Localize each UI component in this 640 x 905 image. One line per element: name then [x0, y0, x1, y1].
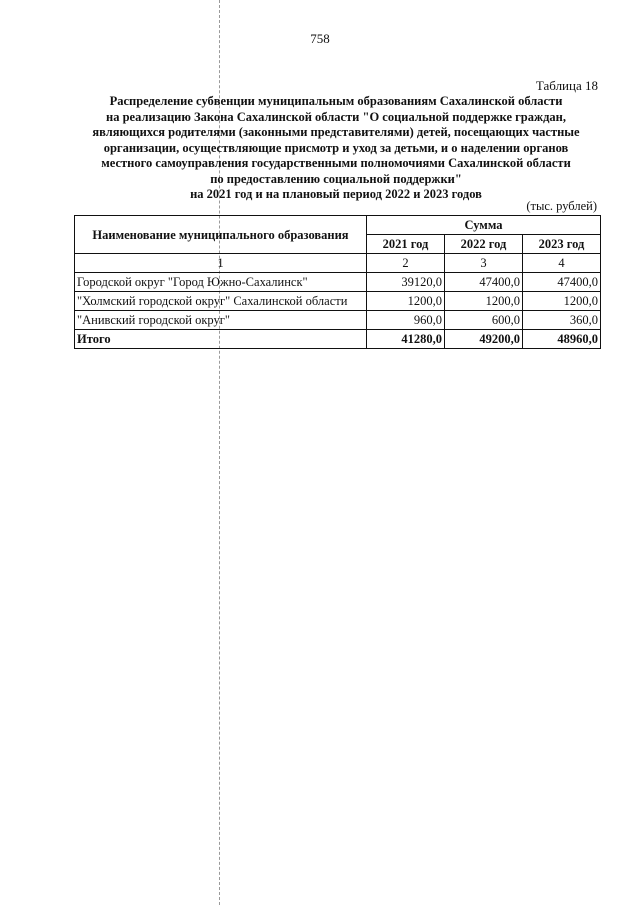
total-2023: 48960,0: [523, 330, 601, 349]
municipality-name: "Анивский городской округ": [75, 311, 367, 330]
sum-column-header: Сумма: [367, 216, 601, 235]
year-header-2023: 2023 год: [523, 235, 601, 254]
year-header-2022: 2022 год: [445, 235, 523, 254]
index-cell: 2: [367, 254, 445, 273]
value-2022: 1200,0: [445, 292, 523, 311]
total-label: Итого: [75, 330, 367, 349]
units-note: (тыс. рублей): [526, 199, 597, 213]
index-cell: 3: [445, 254, 523, 273]
title-line: по предоставлению социальной поддержки": [210, 171, 462, 186]
title-line: на 2021 год и на плановый период 2022 и 2023 годов: [190, 187, 482, 201]
title-line: Распределение субвенции муниципальным образованиям Сахалинской области: [109, 94, 563, 108]
municipality-name: Городской округ "Город Южно-Сахалинск": [75, 273, 367, 292]
title-line: на реализацию Закона Сахалинской области "О социальной поддержке граждан,: [106, 109, 566, 124]
table-row: [75, 273, 601, 292]
total-row: [75, 330, 601, 349]
title-line: местного самоуправления государственными полномочиями Сахалинской области: [101, 156, 571, 170]
total-2022: 49200,0: [445, 330, 523, 349]
document-title: [72, 94, 600, 203]
value-2021: 1200,0: [367, 292, 445, 311]
table-label: Таблица 18: [535, 78, 598, 93]
year-header-2021: 2021 год: [367, 235, 445, 254]
title-line: организации, осуществляющие присмотр и уход за детьми, и о наделении органов: [103, 140, 569, 155]
total-2021: 41280,0: [367, 330, 445, 349]
value-2022: 600,0: [445, 311, 523, 330]
value-2023: 47400,0: [523, 273, 601, 292]
index-row: [75, 254, 601, 273]
value-2021: 39120,0: [367, 273, 445, 292]
municipality-name: "Холмский городской округ" Сахалинской области: [75, 292, 367, 311]
name-column-header: Наименование муниципального образования: [75, 216, 367, 254]
value-2023: 1200,0: [523, 292, 601, 311]
table-row: [75, 292, 601, 311]
value-2022: 47400,0: [445, 273, 523, 292]
value-2023: 360,0: [523, 311, 601, 330]
index-cell: 1: [75, 254, 367, 273]
index-cell: 4: [523, 254, 601, 273]
page-number: 758: [310, 31, 330, 46]
subvention-table: [74, 215, 601, 349]
title-line: являющихся родителями (законными представителями) детей, посещающих частные: [92, 125, 580, 139]
header-row: [75, 216, 601, 235]
table-row: [75, 311, 601, 330]
value-2021: 960,0: [367, 311, 445, 330]
